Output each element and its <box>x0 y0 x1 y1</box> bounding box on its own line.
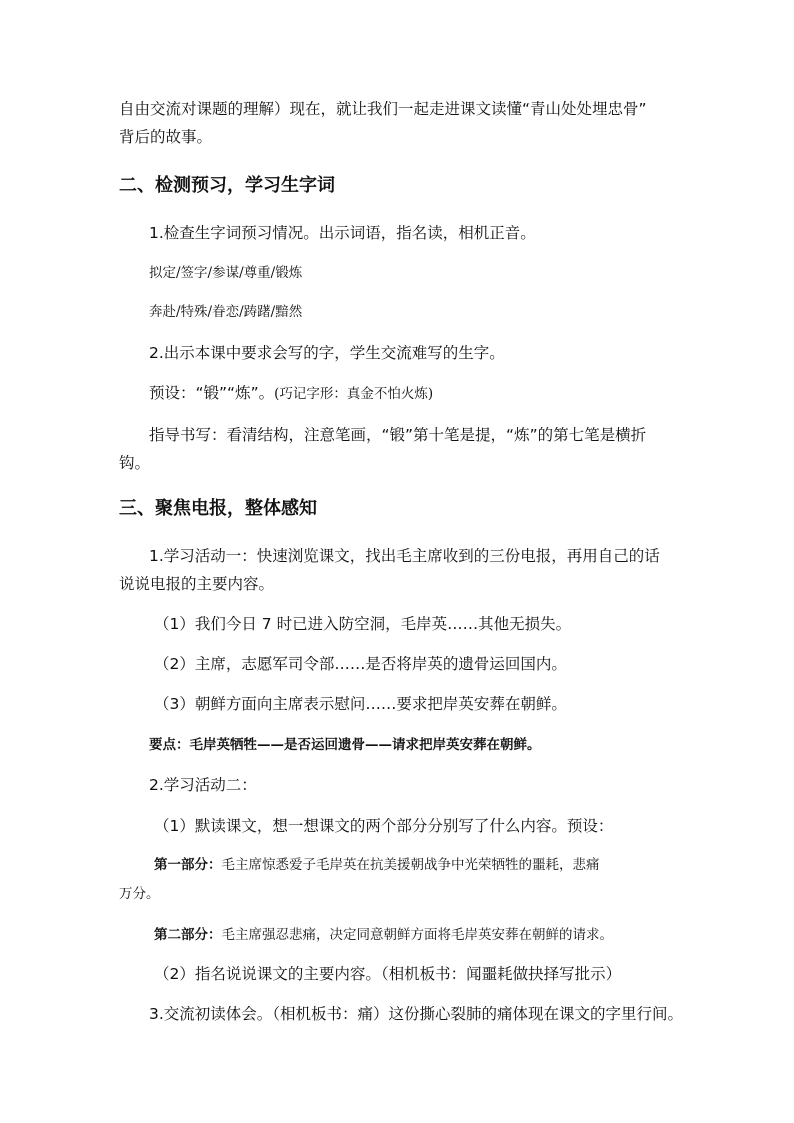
preset-label: 预设：“锻”“炼”。 <box>149 384 275 402</box>
telegram-1: （1）我们今日 7 时已进入防空洞，毛岸英……其他无损失。 <box>154 615 572 633</box>
preset-memory-tip: (巧记字形：真金不怕火炼) <box>274 386 434 402</box>
part-1-text: 毛主席惊悉爱子毛岸英在抗美援朝战争中光荣牺牲的噩耗，悲痛 <box>221 857 600 873</box>
activity-1-line-2: 说说电报的主要内容。 <box>119 575 275 593</box>
activity-2-title: 2.学习活动二： <box>149 776 257 794</box>
part-2-text: 毛主席强忍悲痛，决定同意朝鲜方面将毛岸英安葬在朝鲜的请求。 <box>221 927 613 943</box>
part-1-line-2: 万分。 <box>119 886 160 902</box>
key-points: 要点：毛岸英牺牲——是否运回遗骨——请求把岸英安葬在朝鲜。 <box>149 737 541 753</box>
part-1-label: 第一部分： <box>154 857 222 873</box>
word-list-1: 拟定/签字/参谋/尊重/锻炼 <box>149 265 303 281</box>
item-write-chars: 2.出示本课中要求会写的字，学生交流难写的生字。 <box>149 344 505 362</box>
intro-line-1: 自由交流对课题的理解）现在，就让我们一起走进课文读懂“青山处处埋忠骨” <box>119 100 647 118</box>
preset-line <box>149 382 433 405</box>
telegram-3: （3）朝鲜方面向主席表示慰问……要求把岸英安葬在朝鲜。 <box>154 695 567 713</box>
activity-2-question-1: （1）默读课文，想一想课文的两个部分分别写了什么内容。预设： <box>154 817 614 835</box>
word-list-2: 奔赴/特殊/眷恋/踌躇/黯然 <box>149 304 303 320</box>
part-1-line-1 <box>154 855 600 875</box>
intro-line-2: 背后的故事。 <box>119 128 213 146</box>
writing-guide-line-1: 指导书写：看清结构，注意笔画，“锻”第十笔是提，“炼”的第七笔是横折 <box>149 426 647 444</box>
telegram-2: （2）主席，志愿军司令部……是否将岸英的遗骨运回国内。 <box>154 655 567 673</box>
section-heading-3: 三、聚焦电报，整体感知 <box>119 498 317 519</box>
part-2-label: 第二部分： <box>154 927 222 943</box>
activity-3: 3.交流初读体会。（相机板书：痛）这份撕心裂肺的痛体现在课文的字里行间。 <box>149 1005 684 1023</box>
item-check-words: 1.检查生字词预习情况。出示词语，指名读，相机正音。 <box>149 224 536 242</box>
section-heading-2: 二、检测预习，学习生字词 <box>119 175 335 196</box>
activity-1-line-1: 1.学习活动一：快速浏览课文，找出毛主席收到的三份电报，再用自己的话 <box>149 547 660 565</box>
writing-guide-line-2: 钩。 <box>119 454 151 472</box>
activity-2-question-2: （2）指名说说课文的主要内容。（相机板书：闻噩耗做抉择写批示） <box>154 965 622 983</box>
part-2-line <box>154 925 613 945</box>
